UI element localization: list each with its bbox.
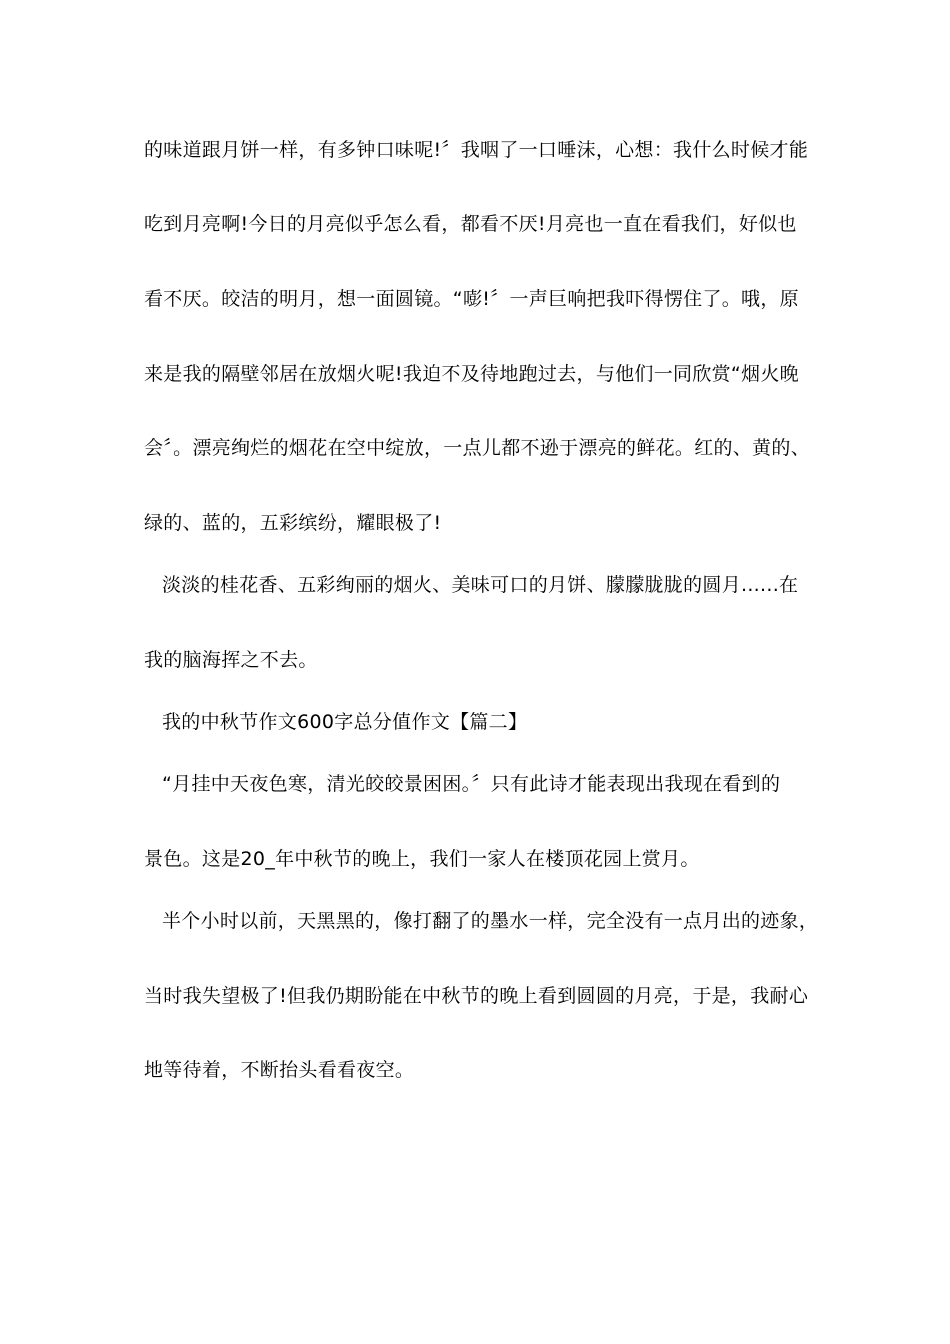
text-line: 来是我的隔壁邻居在放烟火呢!我迫不及待地跑过去，与他们一同欣赏“烟火晚 — [144, 363, 799, 385]
text-line: 吃到月亮啊!今日的月亮似乎怎么看，都看不厌!月亮也一直在看我们，好似也 — [144, 213, 797, 235]
text-line: 景色。这是20_年中秋节的晚上，我们一家人在楼顶花园上赏月。 — [144, 848, 700, 870]
text-line: 地等待着，不断抬头看看夜空。 — [144, 1059, 415, 1081]
paragraph-first-line: 淡淡的桂花香、五彩绚丽的烟火、美味可口的月饼、朦朦胧胧的圆月......在 — [162, 574, 799, 596]
text-line: 当时我失望极了!但我仍期盼能在中秋节的晚上看到圆圆的月亮，于是，我耐心 — [144, 985, 809, 1007]
text-line: 绿的、蓝的，五彩缤纷，耀眼极了! — [144, 512, 442, 534]
paragraph-first-line: 半个小时以前，天黑黑的，像打翻了的墨水一样，完全没有一点月出的迹象， — [162, 910, 819, 932]
text-line: 的味道跟月饼一样，有多钟口味呢!〞我咽了一口唾沫，心想：我什么时候才能 — [144, 139, 809, 161]
section-heading: 我的中秋节作文600字总分值作文【篇二】 — [162, 711, 528, 733]
paragraph-first-line: “月挂中天夜色寒，清光皎皎景困困。〞只有此诗才能表现出我现在看到的 — [162, 773, 781, 795]
text-line: 会〞。漂亮绚烂的烟花在空中绽放，一点儿都不逊于漂亮的鲜花。红的、黄的、 — [144, 437, 811, 459]
text-line: 看不厌。皎洁的明月，想一面圆镜。“嘭!〞一声巨响把我吓得愣住了。哦，原 — [144, 288, 799, 310]
text-line: 我的脑海挥之不去。 — [144, 649, 318, 671]
